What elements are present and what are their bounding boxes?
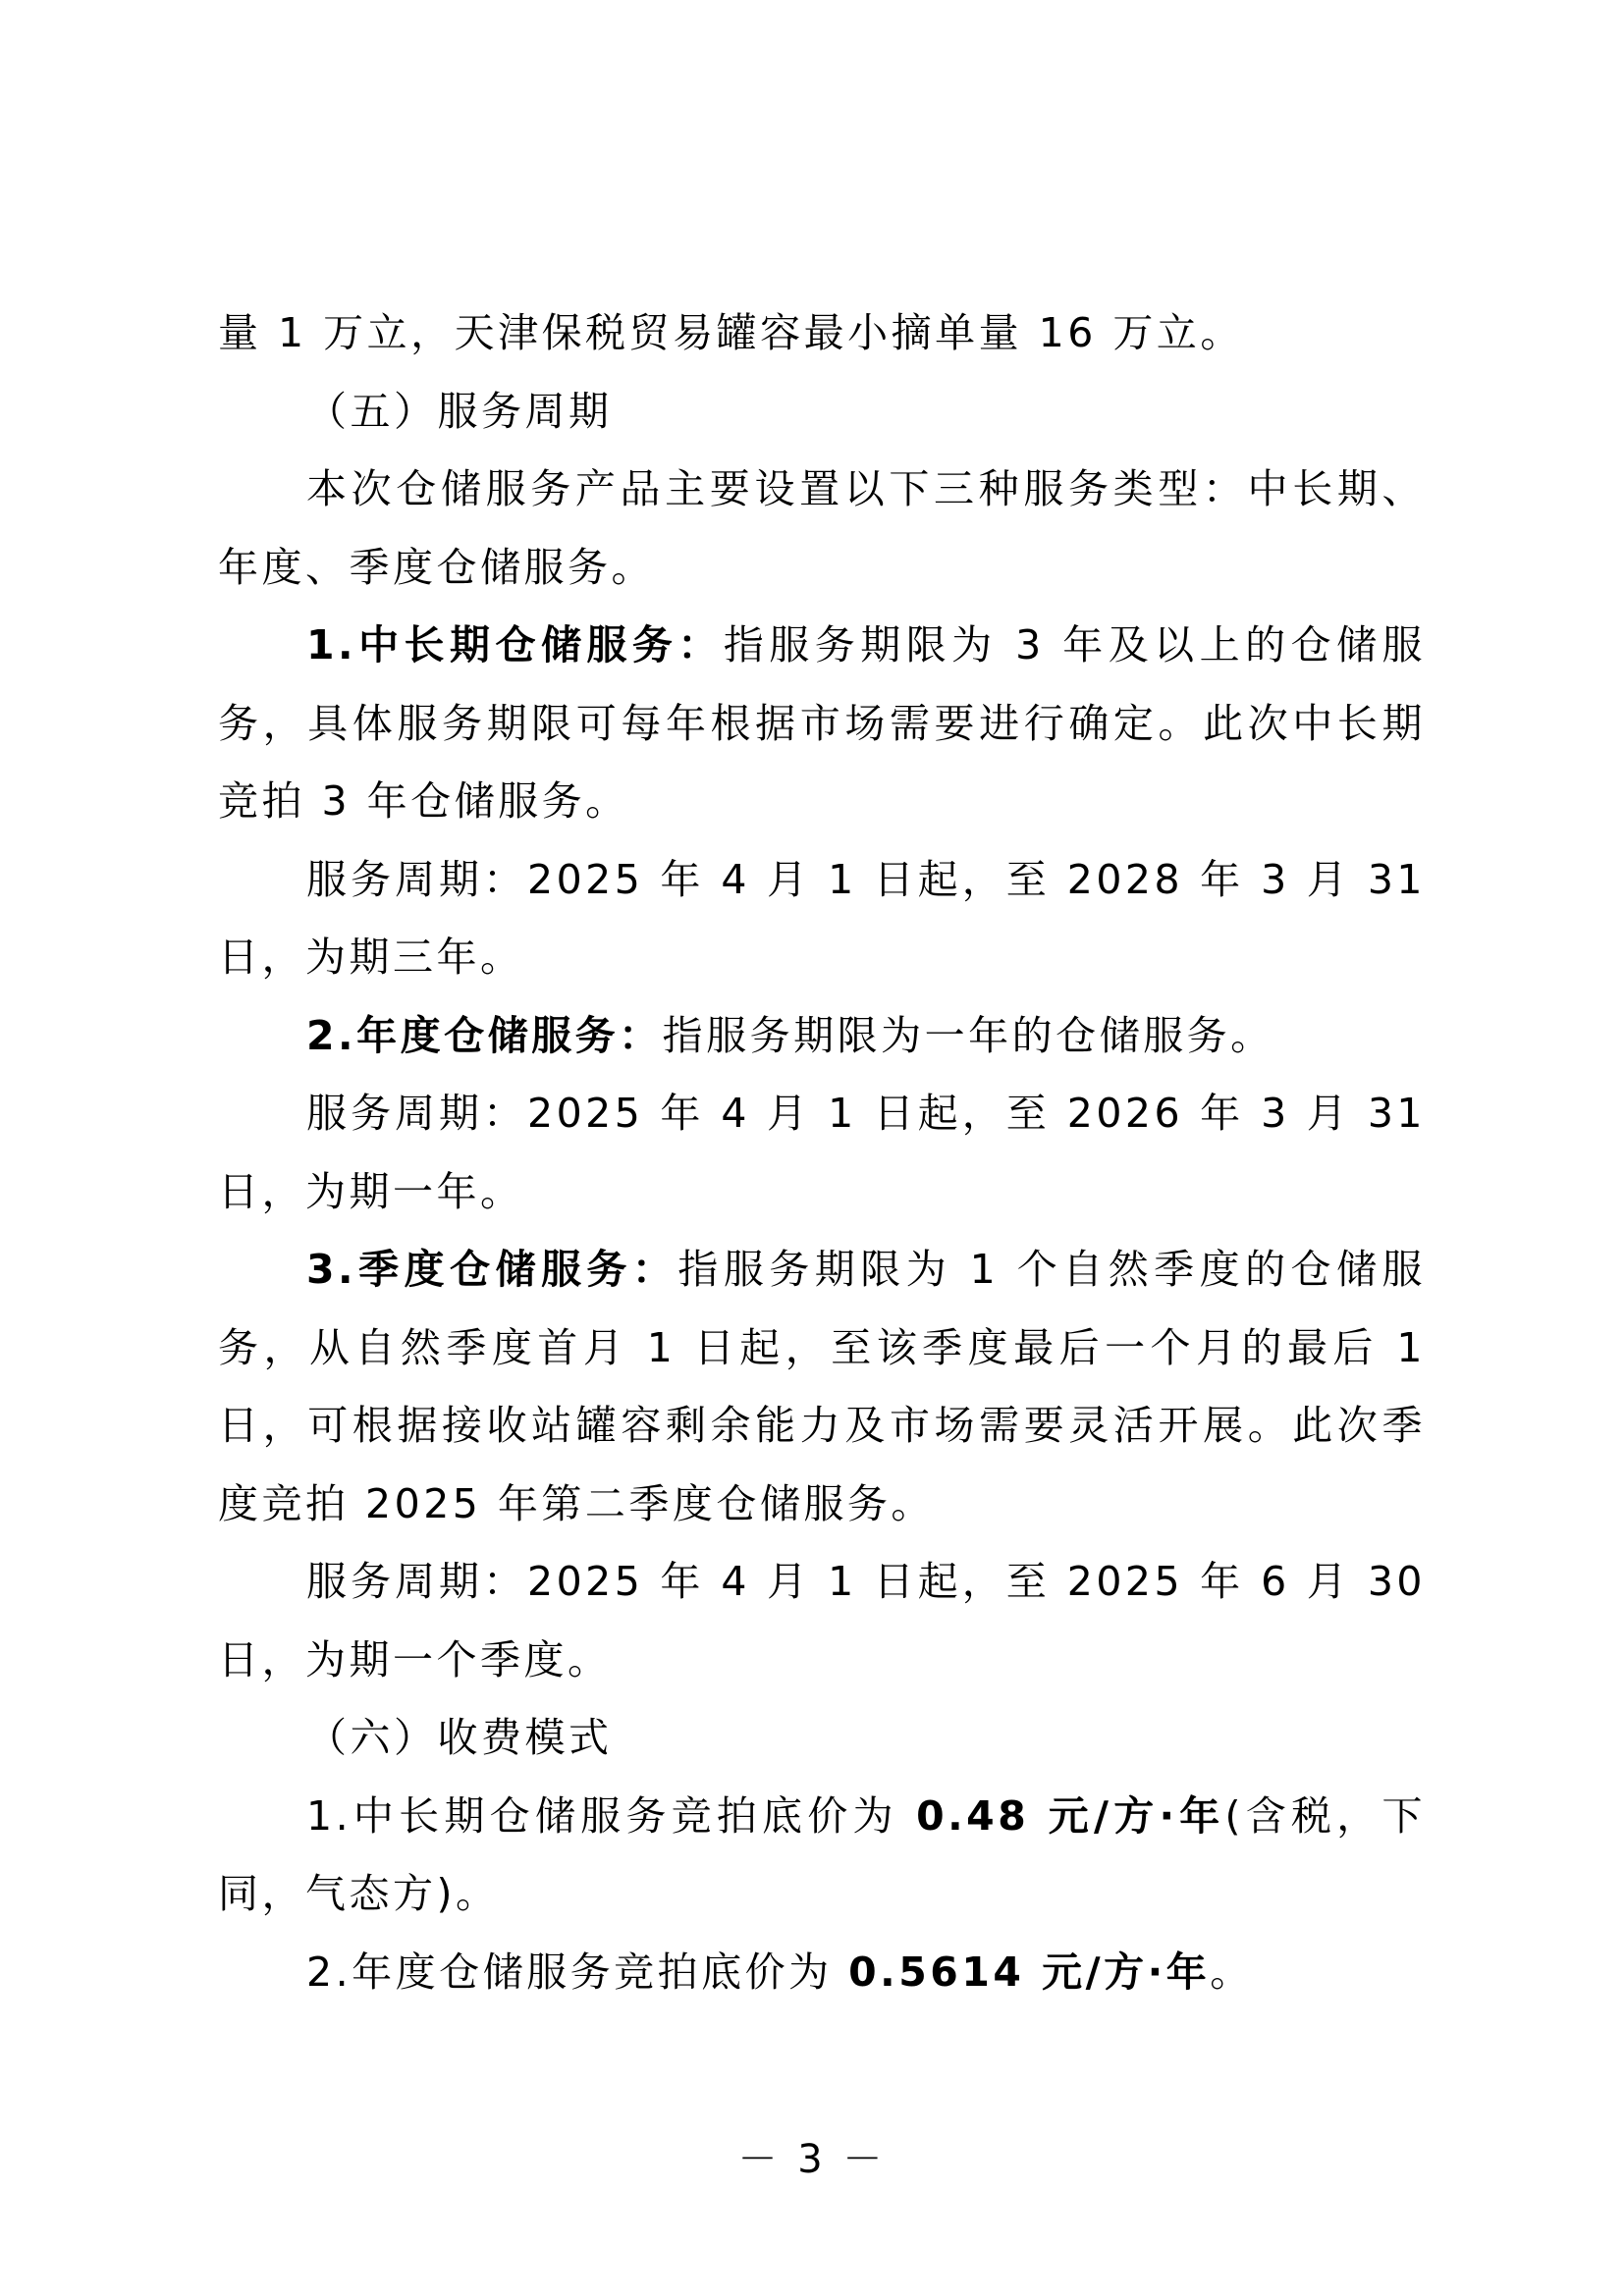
paragraph-text: 量 1 万立，天津保税贸易罐容最小摘单量 16 万立。 xyxy=(218,309,1244,356)
heading-text: （五）服务周期 xyxy=(306,387,613,435)
paragraph-text: (含税，下同，气态方)。 xyxy=(218,1791,1427,1917)
page-number: － 3 － xyxy=(737,2137,887,2182)
paragraph-text: 指服务期限为 3 年及以上的仓储服务，具体服务期限可每年根据市场需要进行确定。此次中长期竞拍 3 年仓储服务。 xyxy=(218,621,1426,825)
paragraph-text: 指服务期限为一年的仓储服务。 xyxy=(662,1011,1274,1059)
paragraph-annual-period xyxy=(218,1075,1426,1231)
bold-label: 3.季度仓储服务： xyxy=(306,1246,678,1293)
section-heading-service-period xyxy=(218,373,1426,452)
paragraph-annual xyxy=(218,997,1426,1076)
section-heading-fee-model xyxy=(218,1699,1426,1778)
paragraph-quarterly-period xyxy=(218,1543,1426,1699)
paragraph-service-types xyxy=(218,451,1426,607)
bold-label: 2.年度仓储服务： xyxy=(306,1011,663,1059)
paragraph-text: 本次仓储服务产品主要设置以下三种服务类型：中长期、年度、季度仓储服务。 xyxy=(218,465,1426,591)
paragraph-text: 服务周期：2025 年 4 月 1 日起，至 2026 年 3 月 31 日，为期一年。 xyxy=(218,1090,1426,1215)
paragraph-long-term xyxy=(218,607,1426,841)
paragraph-text: 指服务期限为 1 个自然季度的仓储服务，从自然季度首月 1 日起，至该季度最后一个月的最后 1 日，可根据接收站罐容剩余能力及市场需要灵活开展。此次季度竞拍 2025 年第二季度仓储服务。 xyxy=(218,1246,1426,1527)
price-value: 0.48 元/方·年 xyxy=(916,1791,1225,1840)
document-body xyxy=(218,294,1426,2011)
bold-label: 1.中长期仓储服务： xyxy=(306,621,724,668)
heading-text: （六）收费模式 xyxy=(306,1714,613,1761)
price-value: 0.5614 元/方·年 xyxy=(848,1948,1211,1996)
paragraph-long-term-price xyxy=(218,1778,1426,1934)
paragraph-quarterly xyxy=(218,1231,1426,1543)
paragraph-text: 服务周期：2025 年 4 月 1 日起，至 2025 年 6 月 30 日，为期一个季度。 xyxy=(218,1558,1426,1683)
paragraph-min-order xyxy=(218,294,1426,373)
paragraph-text: 。 xyxy=(1210,1948,1254,1996)
paragraph-annual-price xyxy=(218,1934,1426,2012)
paragraph-text: 1.中长期仓储服务竞拍底价为 xyxy=(306,1791,917,1840)
paragraph-text: 2.年度仓储服务竞拍底价为 xyxy=(306,1948,849,1996)
paragraph-long-term-period xyxy=(218,841,1426,997)
paragraph-text: 服务周期：2025 年 4 月 1 日起，至 2028 年 3 月 31 日，为期三年。 xyxy=(218,855,1426,981)
